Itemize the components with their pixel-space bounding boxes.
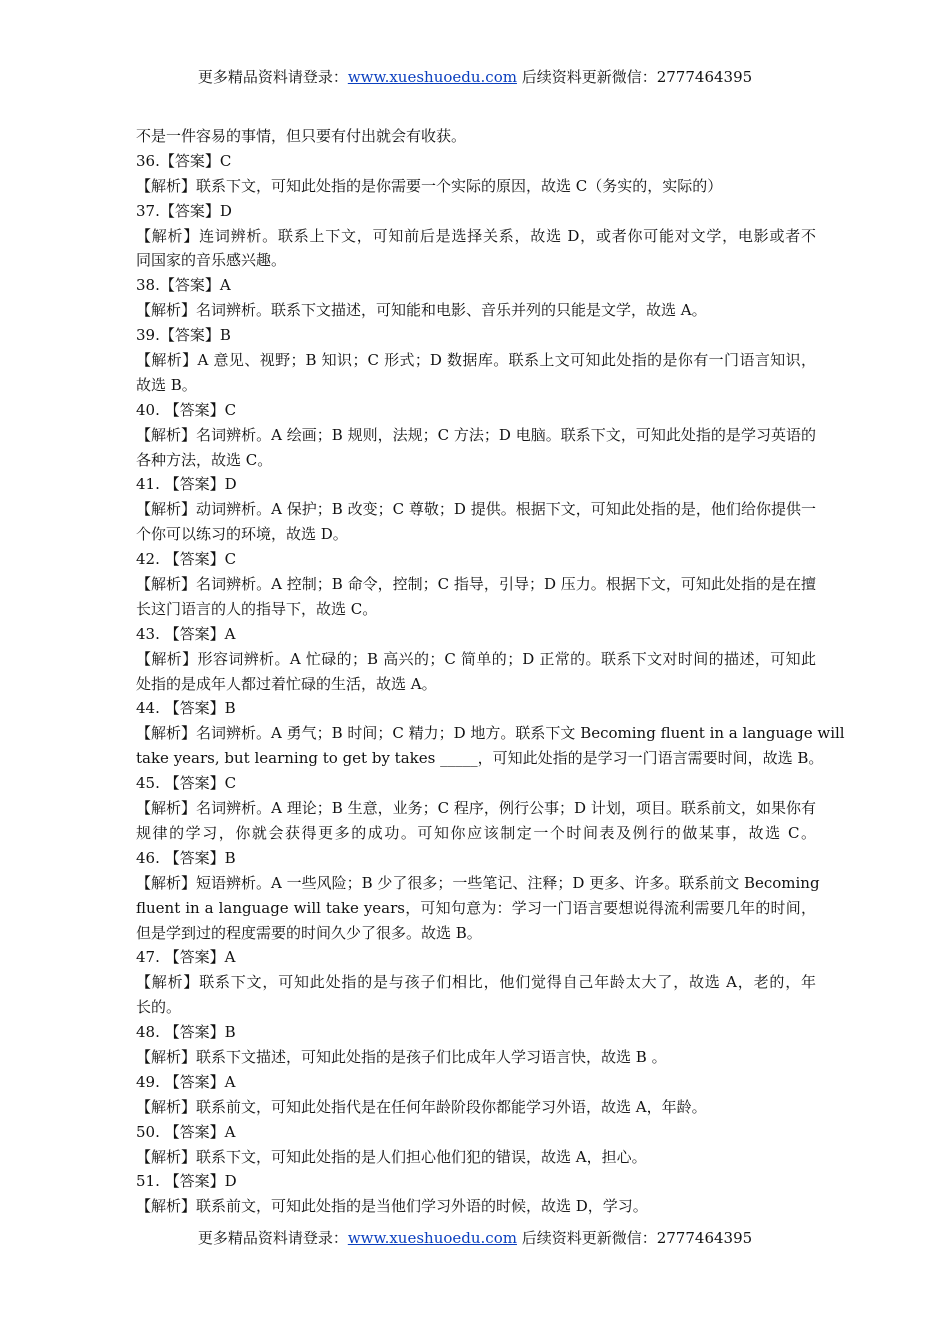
explanation-line: 【解析】联系下文，可知此处指的是人们担心他们犯的错误，故选 A，担心。 [136, 1147, 647, 1166]
explanation-line: 规律的学习，你就会获得更多的成功。可知你应该制定一个时间表及例行的做某事，故选 C。 [136, 823, 816, 842]
answer-line-45: 45. 【答案】C [136, 774, 237, 793]
answer-line-38: 38.【答案】A [136, 276, 231, 295]
footer-banner [0, 1228, 950, 1248]
footer-prefix: 更多精品资料请登录： [197, 1229, 348, 1247]
answer-line-48: 48. 【答案】B [136, 1023, 236, 1042]
explanation-line: take years, but learning to get by takes _____，可知此处指的是学习一门语言需要时间，故选 B。 [136, 749, 824, 768]
explanation-line: 【解析】动词辨析。A 保护；B 改变；C 尊敬；D 提供。根据下文，可知此处指的是，他们给你提供一 [136, 500, 816, 519]
explanation-line: 处指的是成年人都过着忙碌的生活，故选 A。 [136, 674, 437, 693]
explanation-line: 【解析】联系前文，可知此处指代是在任何年龄阶段你都能学习外语，故选 A，年龄。 [136, 1097, 707, 1116]
explanation-line: fluent in a language will take years，可知句意为：学习一门语言要想说得流利需要几年的时间， [136, 898, 816, 917]
explanation-line: 【解析】联系前文，可知此处指的是当他们学习外语的时候，故选 D，学习。 [136, 1197, 648, 1216]
explanation-line: 【解析】联系下文描述，可知此处指的是孩子们比成年人学习语言快，故选 B 。 [136, 1047, 667, 1066]
explanation-line: 长的。 [136, 998, 182, 1017]
explanation-line: 但是学到过的程度需要的时间久少了很多。故选 B。 [136, 923, 482, 942]
header-prefix: 更多精品资料请登录： [197, 68, 348, 86]
footer-website-link[interactable]: www.xueshuoedu.com [347, 1229, 517, 1247]
header-website-link[interactable]: www.xueshuoedu.com [347, 68, 517, 86]
explanation-line: 各种方法，故选 C。 [136, 450, 273, 469]
header-suffix: 后续资料更新微信：2777464395 [516, 68, 753, 86]
explanation-line: 长这门语言的人的指导下，故选 C。 [136, 599, 378, 618]
answer-line-47: 47. 【答案】A [136, 948, 236, 967]
answer-line-41: 41. 【答案】D [136, 475, 237, 494]
explanation-line: 【解析】连词辨析。联系上下文，可知前后是选择关系，故选 D，或者你可能对文学，电影或者不 [136, 226, 816, 245]
answer-line-37: 37.【答案】D [136, 201, 232, 220]
explanation-line: 【解析】名词辨析。A 勇气；B 时间；C 精力；D 地方。联系下文 Becoming fluent in a language will [136, 724, 845, 743]
answer-line-50: 50. 【答案】A [136, 1122, 236, 1141]
explanation-line: 个你可以练习的环境，故选 D。 [136, 525, 348, 544]
header-banner [0, 67, 950, 87]
answer-line-46: 46. 【答案】B [136, 848, 236, 867]
answer-line-43: 43. 【答案】A [136, 624, 236, 643]
answer-line-42: 42. 【答案】C [136, 550, 237, 569]
explanation-line: 【解析】联系下文，可知此处指的是你需要一个实际的原因，故选 C（务实的，实际的） [136, 176, 723, 195]
explanation-line: 【解析】短语辨析。A 一些风险；B 少了很多；一些笔记、注释；D 更多、许多。联系前文 Becoming [136, 873, 820, 892]
explanation-line: 【解析】形容词辨析。A 忙碌的；B 高兴的；C 简单的；D 正常的。联系下文对时间的描述，可知此 [136, 649, 816, 668]
explanation-line: 【解析】A 意见、视野；B 知识；C 形式；D 数据库。联系上文可知此处指的是你有一门语言知识， [136, 351, 816, 370]
answer-explanations [136, 124, 845, 1219]
answer-line-49: 49. 【答案】A [136, 1072, 236, 1091]
explanation-line: 故选 B。 [136, 375, 197, 394]
footer-suffix: 后续资料更新微信：2777464395 [516, 1229, 753, 1247]
explanation-line: 【解析】名词辨析。联系下文描述，可知能和电影、音乐并列的只能是文学，故选 A。 [136, 301, 707, 320]
explanation-line: 【解析】名词辨析。A 绘画；B 规则，法规；C 方法；D 电脑。联系下文，可知此处指的是学习英语的 [136, 425, 816, 444]
explanation-line: 【解析】联系下文，可知此处指的是与孩子们相比，他们觉得自己年龄太大了，故选 A，老的，年 [136, 973, 816, 992]
answer-line-51: 51. 【答案】D [136, 1172, 237, 1191]
text-line: 不是一件容易的事情，但只要有付出就会有收获。 [136, 127, 467, 145]
answer-line-39: 39.【答案】B [136, 326, 231, 345]
answer-line-36: 36.【答案】C [136, 151, 232, 170]
explanation-line: 【解析】名词辨析。A 控制；B 命令，控制；C 指导，引导；D 压力。根据下文，可知此处指的是在擅 [136, 575, 816, 594]
explanation-line: 同国家的音乐感兴趣。 [136, 251, 287, 270]
answer-line-40: 40. 【答案】C [136, 400, 237, 419]
answer-line-44: 44. 【答案】B [136, 699, 236, 718]
explanation-line: 【解析】名词辨析。A 理论；B 生意，业务；C 程序，例行公事；D 计划，项目。联系前文，如果你有 [136, 799, 816, 818]
